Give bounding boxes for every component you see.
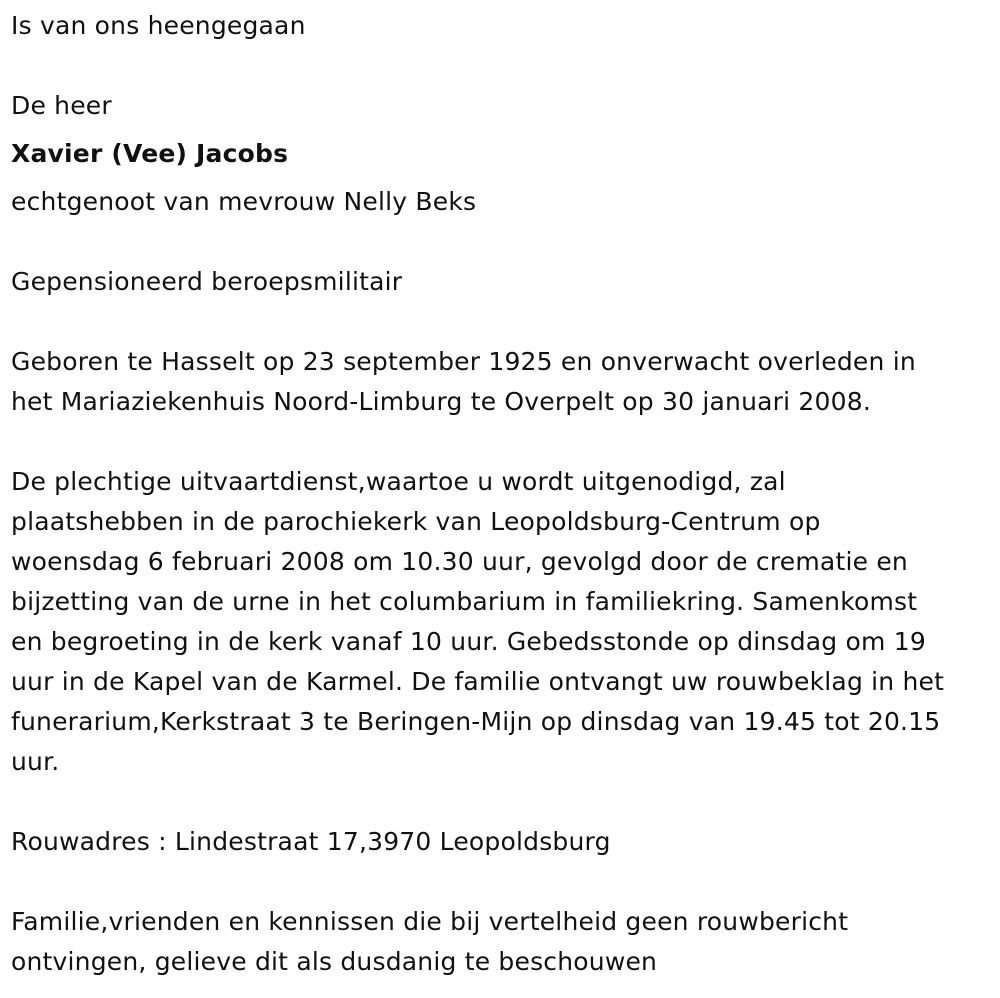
paragraph-line: funerarium,Kerkstraat 3 te Beringen-Mijn op dinsdag van 19.45 tot 20.15 [11,707,941,736]
paragraph-line: Familie,vrienden en kennissen die bij vertelheid geen rouwbericht [11,907,849,936]
paragraph-line: en begroeting in de kerk vanaf 10 uur. Gebedsstonde op dinsdag om 19 [11,627,926,656]
address-text: Rouwadres : Lindestraat 17,3970 Leopoldsburg [11,827,611,856]
deceased-name: Xavier (Vee) Jacobs [11,139,289,168]
title-prefix: De heer [11,91,112,120]
paragraph-line: plaatshebben in de parochiekerk van Leopoldsburg-Centrum op [11,507,821,536]
closing-paragraph [11,902,990,982]
birth-death-paragraph [11,342,990,422]
paragraph-line: De plechtige uitvaartdienst,waartoe u wordt uitgenodigd, zal [11,467,786,496]
spacer [11,782,990,822]
spacer [11,222,990,262]
spacer [11,862,990,902]
service-paragraph [11,462,990,782]
spacer [11,302,990,342]
occupation-text: Gepensioneerd beroepsmilitair [11,267,403,296]
spacer [11,422,990,462]
spouse-text: echtgenoot van mevrouw Nelly Beks [11,187,477,216]
intro-text: Is van ons heengegaan [11,11,306,40]
paragraph-line: uur. [11,747,60,776]
paragraph-line: woensdag 6 februari 2008 om 10.30 uur, gevolgd door de crematie en [11,547,908,576]
paragraph-line: Geboren te Hasselt op 23 september 1925 en onverwacht overleden in [11,347,916,376]
paragraph-line: uur in de Kapel van de Karmel. De familie ontvangt uw rouwbeklag in het [11,667,945,696]
paragraph-line: ontvingen, gelieve dit als dusdanig te beschouwen [11,947,658,976]
spacer [11,46,990,86]
paragraph-line: het Mariaziekenhuis Noord-Limburg te Overpelt op 30 januari 2008. [11,387,871,416]
paragraph-line: bijzetting van de urne in het columbarium in familiekring. Samenkomst [11,587,918,616]
